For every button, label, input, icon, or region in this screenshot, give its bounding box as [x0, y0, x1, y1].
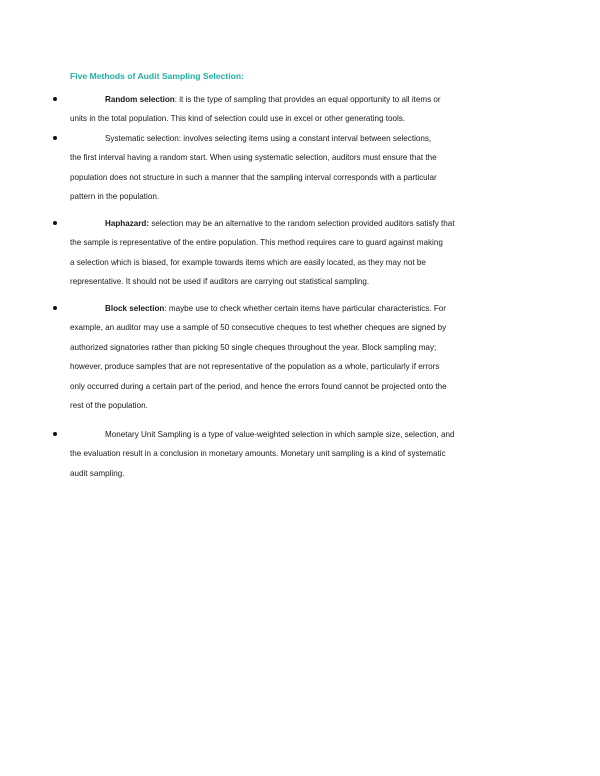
list-item-line — [105, 304, 535, 314]
list-item-text: a selection which is biased, for example towards items which are easily located, as they may not be — [70, 257, 426, 267]
list-item-text: representative. It should not be used if auditors are carrying out statistical sampling. — [70, 277, 370, 287]
list-item-text: example, an auditor may use a sample of 50 consecutive cheques to test whether cheques are signed by — [70, 323, 447, 333]
list-item-line — [70, 449, 535, 459]
list-item-term: Random selection — [105, 95, 175, 104]
list-item-text: the sample is representative of the entire population. This method requires care to guard against making — [70, 238, 443, 248]
bullet-icon — [53, 136, 57, 140]
bullet-icon — [53, 221, 57, 225]
list-item-text: authorized signatories rather than picking 50 single cheques throughout the year. Block sampling may; — [70, 342, 437, 352]
list-item-text: Systematic selection: involves selecting items using a constant interval between selections, — [105, 134, 432, 143]
list-item-line — [70, 238, 535, 248]
list-item-text: selection may be an alternative to the random selection provided auditors satisfy that — [149, 219, 455, 228]
list-item-line — [70, 153, 535, 163]
list-item-text: population does not structure in such a manner that the sampling interval corresponds with a particular — [70, 172, 437, 182]
list-item-line — [105, 219, 535, 229]
list-item-line — [105, 95, 535, 105]
list-item-line — [70, 362, 535, 372]
bullet-icon — [53, 432, 57, 436]
list-item-text: the first interval having a random start. When using systematic selection, auditors must ensure that the — [70, 153, 437, 163]
list-item-text: however, produce samples that are not representative of the population as a whole, particularly if errors — [70, 362, 440, 372]
bullet-icon — [53, 97, 57, 101]
bullet-icon — [53, 306, 57, 310]
list-item-term: Haphazard: — [105, 219, 150, 228]
document-title: Five Methods of Audit Sampling Selection: — [70, 71, 244, 81]
list-item-text: units in the total population. This kind of selection could use in excel or other generating tools. — [70, 114, 406, 124]
list-item-line — [70, 343, 535, 353]
list-item-text: audit sampling. — [70, 468, 125, 478]
list-item-line — [70, 192, 535, 202]
list-item-line — [70, 401, 535, 411]
list-item-text: only occurred during a certain part of the period, and hence the errors found cannot be projected onto the — [70, 381, 447, 391]
list-item-line — [70, 277, 535, 287]
list-item-term: Block selection — [105, 304, 165, 313]
list-item-line — [105, 430, 535, 440]
list-item-line — [105, 134, 535, 144]
list-item-line — [70, 382, 535, 392]
list-item-line — [70, 173, 535, 183]
list-item-text: Monetary Unit Sampling is a type of value-weighted selection in which sample size, selection, and — [105, 430, 455, 439]
list-item-line — [70, 323, 535, 333]
list-item-line — [70, 258, 535, 268]
list-item-text: pattern in the population. — [70, 192, 160, 202]
list-item-text: rest of the population. — [70, 401, 148, 410]
list-item-line — [70, 114, 535, 124]
list-item-text: : maybe use to check whether certain items have particular characteristics. For — [164, 304, 446, 313]
list-item-text: : it is the type of sampling that provides an equal opportunity to all items or — [174, 95, 441, 104]
list-item-text: the evaluation result in a conclusion in monetary amounts. Monetary unit sampling is a kind of systematic — [70, 449, 446, 459]
list-item-line — [70, 469, 535, 479]
